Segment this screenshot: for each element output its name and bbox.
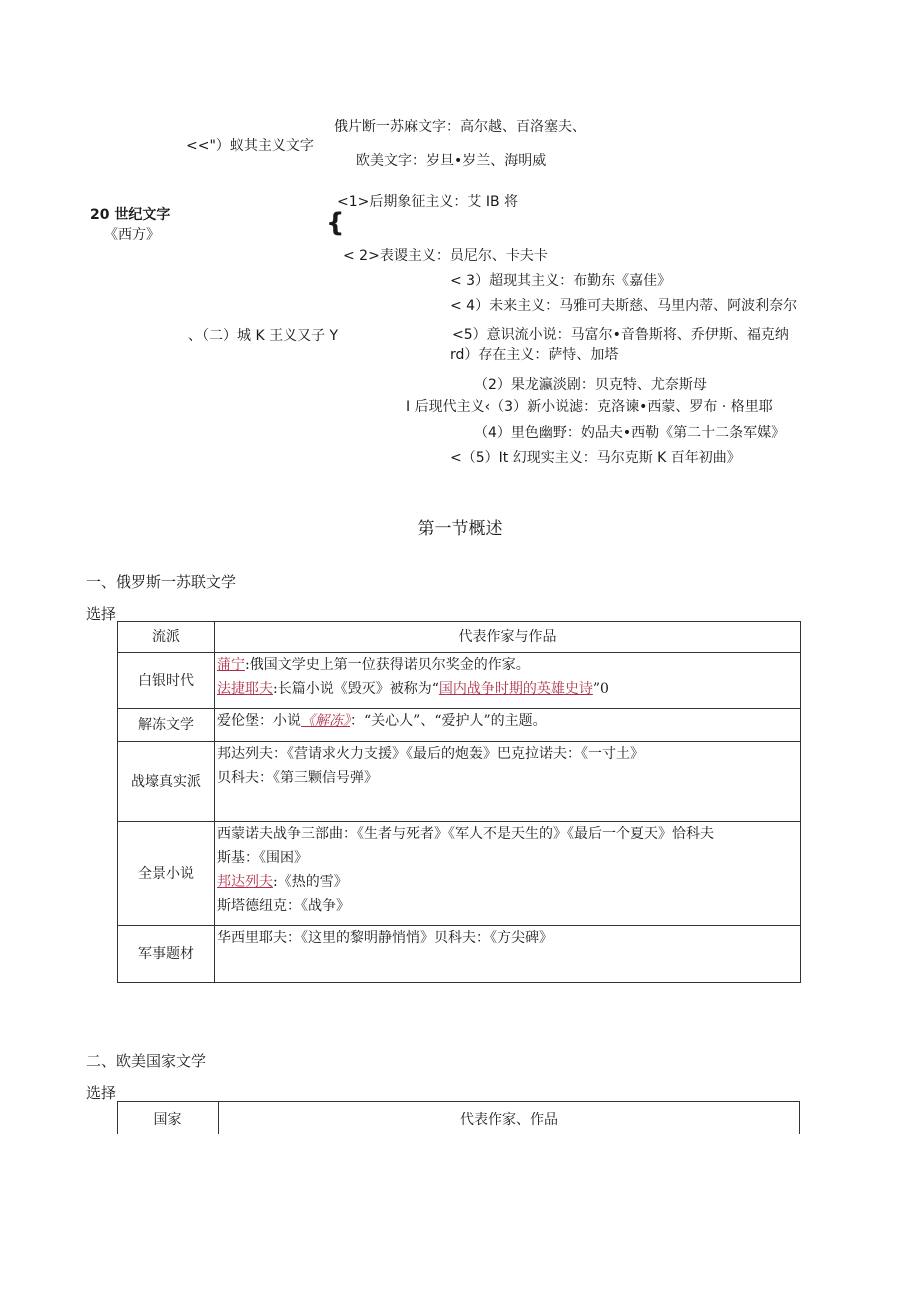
table-row — [118, 742, 801, 822]
part2-select-label: 选择 — [86, 1084, 117, 1102]
works-line — [215, 742, 800, 766]
highlighted-text: 国内战争时期的英雄史诗 — [438, 681, 593, 697]
text-segment: 邦达列夫：《营请求火力支援》《最后的炮轰》巴克拉诺夫：《一寸土》 — [217, 746, 644, 762]
works-line — [215, 766, 800, 790]
highlighted-text: 《解冻》 — [301, 713, 350, 729]
outline-b3-item: （4）里色幽野：妁品夫•西勒《第二十二条军媒》 — [474, 425, 786, 441]
part2-heading: 二、欧美国家文学 — [86, 1052, 207, 1070]
text-segment: 爱伦堡：小说 — [217, 713, 301, 729]
text-segment: ：“关心人”、“爱护人”的主题。 — [350, 713, 547, 729]
works-cell — [215, 709, 801, 742]
outline-b2-item: <1>后期象征主义：艾 IB 将 — [337, 194, 519, 210]
header-school: 流派 — [118, 622, 215, 653]
works-line — [215, 894, 800, 918]
table-row — [118, 926, 801, 983]
highlighted-text: 邦达列夫 — [217, 874, 273, 890]
outline-b3-item: <（5）It 幻现实主义：马尔克斯 K 百年初曲》 — [450, 450, 741, 466]
text-segment: 贝科夫：《第三颗信号弹》 — [217, 770, 378, 786]
outline-b1-item: 欧美文字：岁旦•岁兰、海明威 — [356, 153, 547, 169]
works-line — [215, 870, 800, 894]
outline-branch-2: 、（二）城 K 王义又子 Y — [188, 328, 339, 344]
outline-b2-item: < 3）超现其主义：布勤东《嘉佳》 — [450, 273, 672, 289]
works-line — [215, 709, 800, 733]
text-segment: :《热的雪》 — [273, 874, 348, 890]
outline-root-subtitle: 《西方》 — [104, 227, 160, 243]
header-works: 代表作家、作品 — [460, 1112, 558, 1128]
works-line — [215, 822, 800, 846]
part1-select-label: 选择 — [86, 605, 117, 623]
text-segment: 华西里耶夫：《这里的黎明静悄悄》贝科夫：《方尖碑》 — [217, 930, 553, 946]
text-segment: 斯塔德纽克：《战争》 — [217, 898, 350, 914]
highlighted-text: 法捷耶夫 — [217, 681, 273, 697]
outline-b2-item: < 4）未来主义：马雅可夫斯慈、马里内蒂、阿波利奈尔 — [450, 298, 798, 314]
outline-branch-1: <<"）蚁其主义文字 — [186, 138, 314, 154]
works-cell — [215, 822, 801, 926]
school-cell: 全景小说 — [118, 822, 215, 926]
outline-b3-item: （2）果龙瀛淡剧：贝克特、尤奈斯母 — [474, 377, 707, 393]
part2-table — [117, 1101, 800, 1134]
outline-b2-item: <5）意识流小说：马富尔•音鲁斯将、乔伊斯、福克纳 — [452, 327, 789, 343]
table-row — [118, 653, 801, 709]
text-segment: 西蒙诺夫战争三部曲：《生者与死者》《军人不是天生的》《最后一个夏天》恰科夫 — [217, 826, 714, 842]
header-country: 国家 — [153, 1112, 182, 1128]
table-row — [118, 822, 801, 926]
works-cell — [215, 742, 801, 822]
section-title: 第一节概述 — [417, 519, 503, 539]
part1-heading: 一、俄罗斯一苏联文学 — [86, 573, 237, 591]
works-line — [215, 653, 800, 677]
school-cell: 白银时代 — [118, 653, 215, 709]
outline-b2-item: rd）存在主义：萨恃、加塔 — [450, 347, 619, 363]
works-cell — [215, 653, 801, 709]
text-segment: :俄国文学史上第一位获得诺贝尔奖金的作家。 — [245, 657, 530, 673]
part1-table — [117, 621, 801, 983]
school-cell: 军事题材 — [118, 926, 215, 983]
brace-icon: { — [326, 208, 345, 238]
outline-branch-3: I 后现代主义‹（3）新小说滤：克洛谏•西蒙、罗布 · 格里耶 — [406, 399, 773, 415]
school-cell: 解冻文学 — [118, 709, 215, 742]
outline-b1-item: 俄片断一苏麻文字：高尔越、百洛塞夫、 — [334, 119, 586, 135]
works-line — [215, 926, 800, 950]
header-works: 代表作家与作品 — [215, 622, 801, 653]
table-row — [118, 709, 801, 742]
school-cell: 战壕真实派 — [118, 742, 215, 822]
outline-b2-item: < 2>表谡主义：员尼尔、卡夫卡 — [343, 248, 548, 264]
text-segment: :长篇小说《毁灭》被称为“ — [273, 681, 439, 697]
highlighted-text: 蒲宁 — [217, 657, 245, 673]
works-line — [215, 677, 800, 701]
outline-root-title: 20 世纪文字 — [90, 207, 171, 223]
works-line — [215, 846, 800, 870]
works-cell — [215, 926, 801, 983]
text-segment: ”0 — [592, 681, 609, 697]
table-header-row — [118, 622, 801, 653]
text-segment: 斯基：《围困》 — [217, 850, 308, 866]
